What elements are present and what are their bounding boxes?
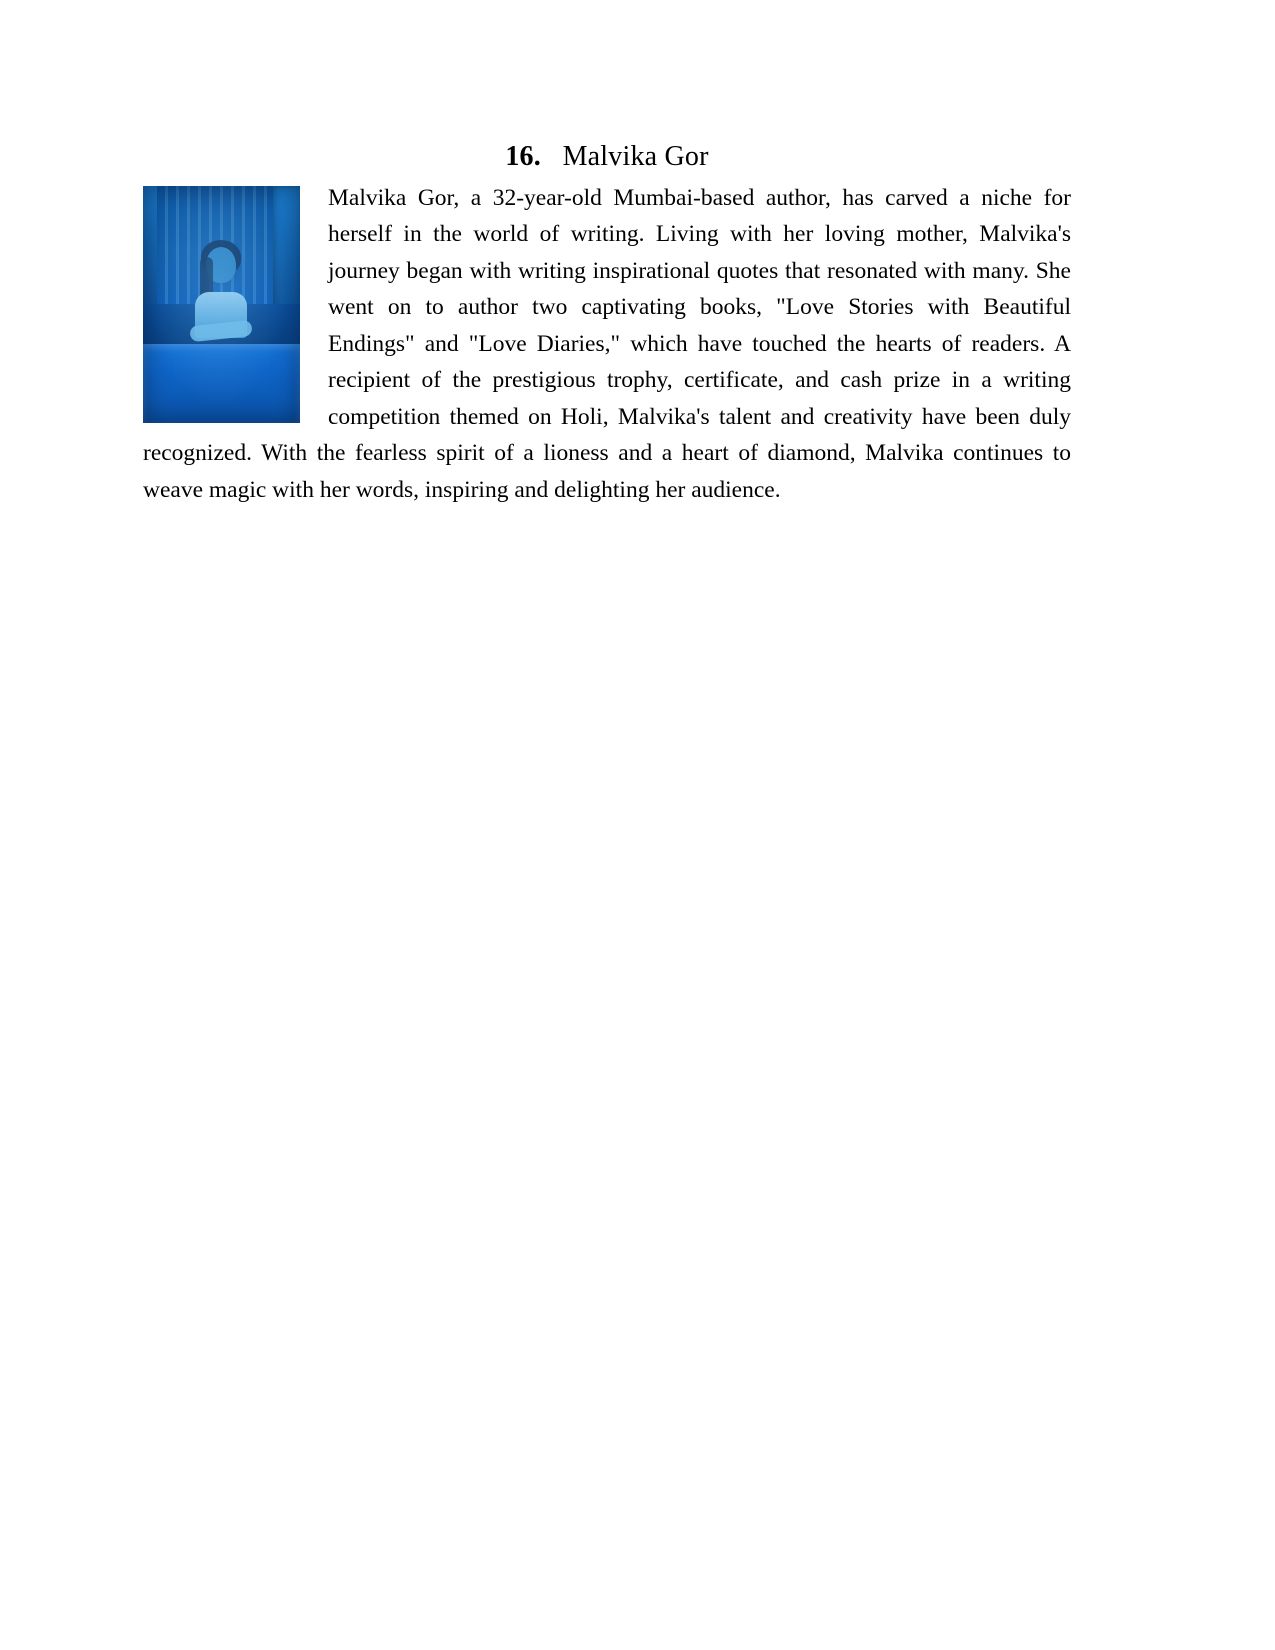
section-title: Malvika Gor — [562, 141, 709, 172]
portrait-photo — [143, 186, 300, 423]
photo-vignette — [143, 186, 300, 423]
section-number: 16. — [505, 141, 541, 172]
page-title — [143, 140, 1071, 174]
biography-paragraph: Malvika Gor, a 32-year-old Mumbai-based author, has carved a niche for herself in the world of writing. Living with her loving mother, Malvika's journey began with writing inspirational quotes that resonated with many. She went on to author two captivating books, "Love Stories with Beautiful Endings" and "Love Diaries," which have touched the hearts of readers. A recipient of the prestigious trophy, certificate, and cash prize in a writing competition themed on Holi, Malvika's talent and creativity have been duly recognized. With the fearless spirit of a lioness and a heart of diamond, Malvika continues to weave magic with her words, inspiring and delighting her audience. — [143, 184, 1071, 503]
document-content — [143, 140, 1071, 508]
